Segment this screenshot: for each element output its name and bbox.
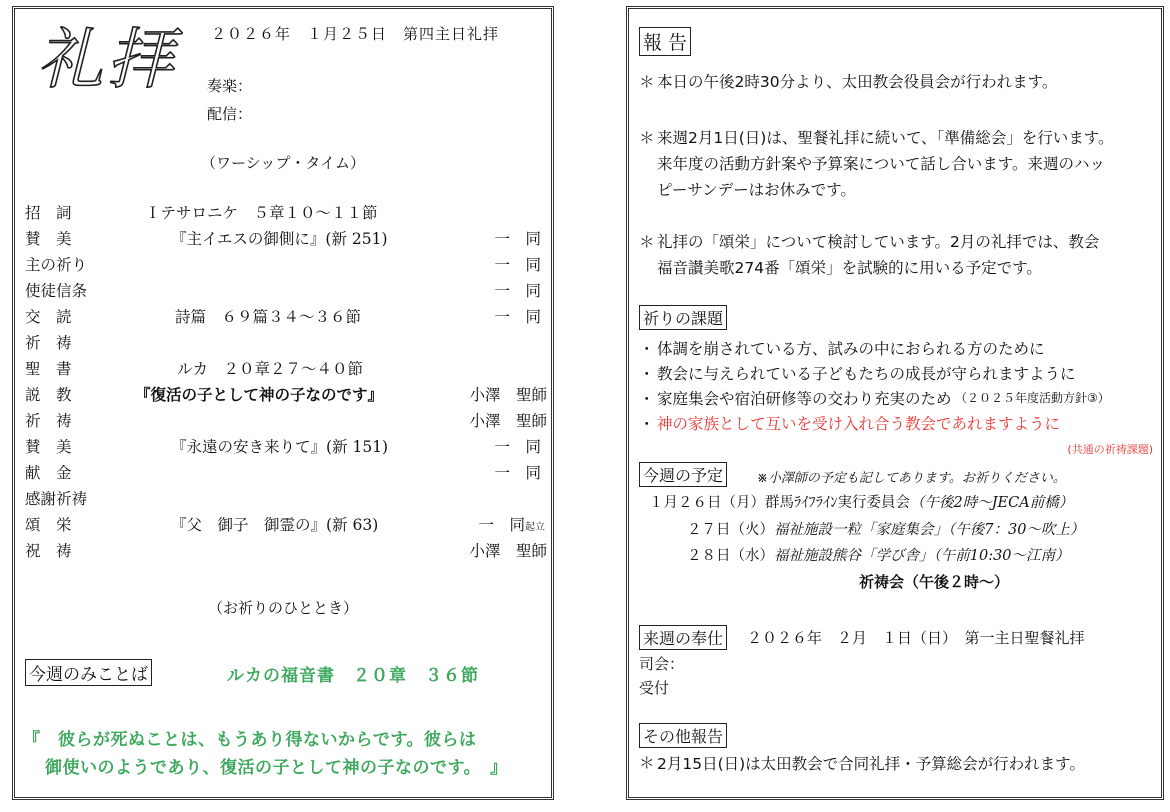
order-label: 主の祈り: [25, 256, 88, 274]
worship-program-page: [12, 6, 554, 800]
order-row: [25, 487, 541, 511]
order-responsible: 一 同: [494, 230, 541, 248]
order-label: 祈 祷: [25, 334, 72, 352]
verse-heading: 今週のみことば: [25, 659, 152, 686]
report-heading: 報 告: [639, 27, 691, 56]
order-row: [25, 539, 547, 563]
service-date: ２０２６年 １月２５日 第四主日礼拝: [211, 25, 500, 43]
order-row: [25, 357, 541, 381]
order-responsible: 一 同: [494, 438, 541, 456]
order-content: 『復活の子として神の子なのです』: [135, 385, 384, 404]
asterisk-icon: ＊: [639, 129, 655, 147]
verse-reference: ルカの福音書 ２０章 ３６節: [227, 666, 479, 686]
order-label: 賛 美: [25, 230, 72, 248]
worship-title: 礼拝: [37, 21, 177, 98]
worship-time-note: （ワーシップ・タイム）: [200, 154, 366, 172]
order-responsible: 一 同: [494, 308, 541, 326]
order-row: [25, 201, 541, 225]
other-heading: その他報告: [639, 723, 727, 748]
bullet-icon: ・: [639, 365, 655, 383]
order-label: 献 金: [25, 464, 72, 482]
order-content: 『主イエスの御側に』(新 251): [171, 230, 388, 248]
order-label: 祝 祷: [25, 542, 72, 560]
order-content: 『父 御子 御霊の』(新 63): [171, 516, 379, 534]
bullet-icon: ・: [639, 390, 655, 408]
order-content: 『永遠の安き来りて』(新 151): [171, 438, 389, 456]
schedule-item-1: １月２６日（月）群馬ﾗｲﾌﾗｲﾝ実行委員会（午後2時～JECA前橋）: [649, 495, 1074, 511]
order-label: 使徒信条: [25, 282, 88, 300]
order-row: [25, 383, 547, 407]
report-line: 来週2月1日(日)は、聖餐礼拝に続いて、「準備総会」を行います。: [657, 129, 1114, 147]
verse-line-1: 『 彼らが死ぬことは、もうあり得ないからです。彼らは: [23, 730, 477, 750]
asterisk-icon: ＊: [639, 754, 655, 772]
order-label: 祈 祷: [25, 412, 72, 430]
order-responsible: 小澤 聖師: [469, 386, 547, 404]
bullet-icon: ・: [639, 340, 655, 358]
policy-note: （２０２５年度活動方針③）: [955, 391, 1110, 405]
schedule-list: [629, 491, 1161, 571]
report-line: 来年度の活動方針案や予算案について話し合います。来週のハッ: [657, 155, 1105, 173]
order-row: [25, 409, 547, 433]
prayer-moment-note: （お祈りのひととき）: [207, 599, 358, 617]
order-row: [25, 331, 541, 355]
order-row: [25, 227, 541, 251]
order-content: Ｉテサロニケ ５章１０～１１節: [145, 204, 378, 222]
report-line: 礼拝の「頌栄」について検討しています。2月の礼拝では、教会: [657, 233, 1100, 251]
schedule-note: ※小澤師の予定も記してあります。お祈りください。: [757, 471, 1066, 486]
schedule-item-3: ２８日（水）福祉施設熊谷「学び舎」（午前10:30～江南）: [687, 548, 1070, 564]
order-row: [25, 513, 545, 537]
common-prayer-note: (共通の祈祷課題): [1067, 443, 1153, 456]
sounding-label: 奏楽：: [207, 77, 253, 95]
order-content: 詩篇 ６９篇３４～３６節: [175, 308, 362, 326]
broadcast-label: 配信：: [207, 105, 253, 123]
order-label: 聖 書: [25, 360, 72, 378]
prayer-meeting: 祈祷会（午後２時～）: [859, 573, 1010, 591]
order-label: 交 読: [25, 308, 72, 326]
report-line: 本日の午後2時30分より、太田教会役員会が行われます。: [657, 73, 1058, 91]
order-content: ルカ ２０章２７～４０節: [177, 360, 364, 378]
stand-note: 起立: [525, 522, 545, 533]
order-responsible: 小澤 聖師: [469, 542, 547, 560]
order-responsible: 一 同: [494, 256, 541, 274]
order-row: [25, 279, 541, 303]
order-label: 招 詞: [25, 204, 72, 222]
report-line: 福音讃美歌274番「頌栄」を試験的に用いる予定です。: [657, 259, 1042, 277]
order-row: [25, 435, 541, 459]
service-heading: 来週の奉仕: [639, 625, 727, 650]
order-row: [25, 461, 541, 485]
verse-line-2: 御使いのようであり、復活の子として神の子なのです。 』: [45, 758, 508, 778]
asterisk-icon: ＊: [639, 73, 655, 91]
order-responsible: 一 同: [494, 282, 541, 300]
order-row: [25, 305, 541, 329]
order-responsible: 一 同: [494, 464, 541, 482]
schedule-item-2: ２７日（火）福祉施設一粒「家庭集会」（午後7：30～吹上）: [687, 522, 1085, 538]
order-label: 感謝祈祷: [25, 490, 88, 508]
bullet-icon: ・: [639, 415, 655, 433]
report-line: ピーサンデーはお休みです。: [657, 181, 856, 199]
prayer-heading: 祈りの課題: [639, 305, 727, 330]
order-label: 賛 美: [25, 438, 72, 456]
order-responsible: 一 同起立: [478, 516, 545, 534]
service-date-next: ２０２６年 ２月 １日（日） 第一主日聖餐礼拝: [747, 629, 1085, 647]
report-page: 報 告 ＊ 本日の午後2時30分より、太田教会役員会が行われます。 ＊ 来週2月1日(日)は、聖餐礼拝に続いて、「準備総会」を行います。 来年度の活動方針案や予算案について話し合います。来週のハッ ピーサンデーはお休みです。 ＊ 礼拝の「頌栄」について検討しています。2月の礼拝では、教会 福音讃美歌274番「頌栄」を試験的に用いる予定です。 祈りの課題 ・ 体調を崩されている方、試みの中におられる方のために ・ 教会に与えられている子どもたちの成長が守られますように ・ 家庭集会や宿泊研修等の交わり充実のため （２０２５年度活動方針③） ・ 神の家族として互いを受け入れ合う教会であれますように (共通の祈祷課題) 今週の予定 ※小澤師の予定も記してあります。お祈りください。 １月２６日（月）群馬ﾗｲﾌﾗｲﾝ実行委員会（午後2時～JECA前橋） ２７日（火）福祉施設一粒「家庭集会」（午後7：30～吹上） ２８日（水）福祉施設熊谷「学び舎」（午前10:30～江南） 祈祷会（午後２時～） 来週の奉仕 ２０２６年 ２月 １日（日） 第一主日聖餐礼拝 司会： 受付 その他報告 ＊ 2月15日(日)は太田教会で合同礼拝・予算総会が行われます。: [626, 6, 1164, 800]
order-label: 頌 栄: [25, 516, 72, 534]
order-row: [25, 253, 541, 277]
schedule-heading: 今週の予定: [639, 462, 727, 487]
order-responsible: 小澤 聖師: [469, 412, 547, 430]
order-label: 説 教: [25, 386, 72, 404]
asterisk-icon: ＊: [639, 233, 655, 251]
reception-label: 受付: [639, 679, 670, 697]
mc-label: 司会：: [639, 655, 685, 673]
